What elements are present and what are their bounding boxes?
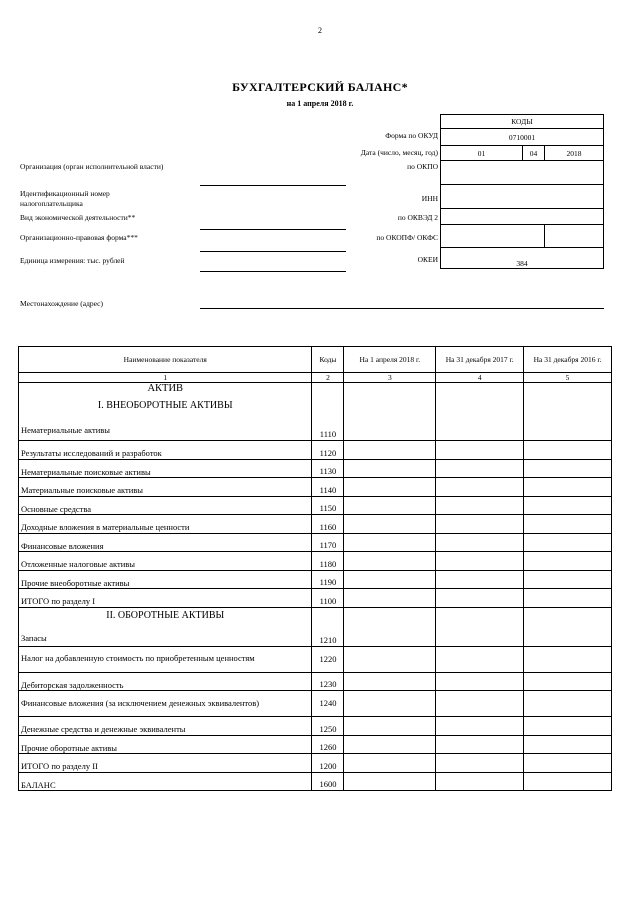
header-col3: На 1 апреля 2018 г. (344, 347, 436, 373)
value-cell[interactable] (344, 672, 436, 691)
row-name: Нематериальные активы (21, 425, 110, 435)
value-cell[interactable] (524, 691, 612, 717)
org-label: Организация (орган исполнительной власти) (20, 162, 164, 171)
row-name: БАЛАНС (19, 772, 312, 791)
value-cell[interactable] (524, 533, 612, 552)
row-code: 1110 (312, 383, 344, 441)
value-cell[interactable] (524, 754, 612, 773)
value-cell[interactable] (344, 754, 436, 773)
row-code: 1250 (312, 717, 344, 736)
row-code: 1190 (312, 570, 344, 589)
date-label: Дата (число, месяц, год) (360, 148, 438, 157)
unit-line[interactable] (200, 271, 346, 272)
okopf-label: по ОКОПФ/ ОКФС (376, 233, 438, 242)
row-name: Прочие оборотные активы (19, 735, 312, 754)
header-col5: На 31 декабря 2016 г. (524, 347, 612, 373)
row-code: 1150 (312, 496, 344, 515)
row-code: 1120 (312, 441, 344, 460)
value-cell[interactable] (436, 383, 524, 441)
value-cell[interactable] (524, 672, 612, 691)
section-1-header-cell (19, 383, 312, 441)
value-cell[interactable] (524, 589, 612, 608)
row-name: Отложенные налоговые активы (19, 552, 312, 571)
value-cell[interactable] (524, 607, 612, 646)
value-cell[interactable] (344, 441, 436, 460)
value-cell[interactable] (436, 607, 524, 646)
date-day[interactable]: 01 (441, 146, 523, 161)
value-cell[interactable] (436, 533, 524, 552)
value-cell[interactable] (344, 570, 436, 589)
value-cell[interactable] (344, 383, 436, 441)
inn-code-label: ИНН (421, 194, 438, 203)
inn-label-2: налогоплательщика (20, 199, 83, 208)
row-name: Нематериальные поисковые активы (19, 459, 312, 478)
header-name: Наименование показателя (19, 347, 312, 373)
col-number: 5 (524, 373, 612, 383)
okei-label: ОКЕИ (417, 255, 438, 264)
value-cell[interactable] (436, 691, 524, 717)
codes-header: КОДЫ (441, 115, 604, 129)
value-cell[interactable] (344, 717, 436, 736)
row-code: 1200 (312, 754, 344, 773)
row-name: Материальные поисковые активы (19, 478, 312, 497)
value-cell[interactable] (524, 570, 612, 589)
row-name: Доходные вложения в материальные ценности (19, 515, 312, 534)
okved-label: по ОКВЭД 2 (397, 213, 438, 222)
page-number: 2 (318, 26, 322, 35)
value-cell[interactable] (524, 717, 612, 736)
document-title: БУХГАЛТЕРСКИЙ БАЛАНС* (232, 80, 408, 94)
row-code: 1160 (312, 515, 344, 534)
value-cell[interactable] (524, 515, 612, 534)
section-2-header-cell (19, 607, 312, 646)
row-code: 1230 (312, 672, 344, 691)
value-cell[interactable] (344, 515, 436, 534)
value-cell[interactable] (344, 646, 436, 672)
legal-form-line[interactable] (200, 251, 346, 252)
date-year[interactable]: 2018 (545, 146, 604, 161)
value-cell[interactable] (436, 735, 524, 754)
value-cell[interactable] (436, 459, 524, 478)
value-cell[interactable] (344, 552, 436, 571)
row-code: 1220 (312, 646, 344, 672)
value-cell[interactable] (436, 515, 524, 534)
value-cell[interactable] (344, 459, 436, 478)
value-cell[interactable] (436, 441, 524, 460)
value-cell[interactable] (524, 383, 612, 441)
row-code: 1600 (312, 772, 344, 791)
row-name: ИТОГО по разделу II (19, 754, 312, 773)
address-label: Местонахождение (адрес) (20, 299, 104, 308)
value-cell[interactable] (344, 607, 436, 646)
value-cell[interactable] (436, 478, 524, 497)
row-name: Финансовые вложения (за исключением денежных эквивалентов) (19, 691, 312, 717)
header-code: Коды (312, 347, 344, 373)
row-code: 1210 (312, 607, 344, 646)
okved-value[interactable] (441, 209, 604, 225)
row-name: Результаты исследований и разработок (19, 441, 312, 460)
activity-line[interactable] (200, 229, 346, 230)
col-number: 3 (344, 373, 436, 383)
col-number: 1 (19, 373, 312, 383)
document-date: на 1 апреля 2018 г. (286, 99, 354, 108)
legal-form-label: Организационно-правовая форма*** (20, 233, 138, 242)
codes-box (440, 114, 604, 269)
value-cell[interactable] (344, 533, 436, 552)
value-cell[interactable] (524, 459, 612, 478)
value-cell[interactable] (344, 691, 436, 717)
okud-value[interactable]: 0710001 (441, 129, 604, 146)
activity-label: Вид экономической деятельности** (20, 213, 136, 222)
okei-value[interactable]: 384 (441, 248, 604, 269)
balance-table (18, 346, 612, 791)
section-2-body (19, 607, 612, 791)
row-code: 1140 (312, 478, 344, 497)
okud-label: Форма по ОКУД (385, 131, 438, 140)
value-cell[interactable] (436, 754, 524, 773)
okopf-value[interactable] (441, 225, 545, 248)
section-2-heading: II. ОБОРОТНЫЕ АКТИВЫ (106, 609, 225, 621)
value-cell[interactable] (344, 478, 436, 497)
value-cell[interactable] (524, 552, 612, 571)
unit-label: Единица измерения: тыс. рублей (20, 256, 125, 265)
row-name: Денежные средства и денежные эквиваленты (19, 717, 312, 736)
value-cell[interactable] (436, 589, 524, 608)
value-cell[interactable] (344, 772, 436, 791)
value-cell[interactable] (344, 735, 436, 754)
value-cell[interactable] (524, 735, 612, 754)
org-line[interactable] (200, 185, 346, 186)
row-code: 1100 (312, 589, 344, 608)
value-cell[interactable] (524, 496, 612, 515)
col-number: 4 (436, 373, 524, 383)
value-cell[interactable] (344, 496, 436, 515)
row-code: 1240 (312, 691, 344, 717)
okpo-value[interactable] (441, 161, 604, 185)
date-month[interactable]: 04 (523, 146, 545, 161)
row-name: Запасы (21, 632, 47, 643)
value-cell[interactable] (436, 717, 524, 736)
value-cell[interactable] (436, 672, 524, 691)
section-1-body (19, 383, 612, 608)
value-cell[interactable] (436, 570, 524, 589)
value-cell[interactable] (436, 552, 524, 571)
inn-value[interactable] (441, 185, 604, 209)
row-name: Налог на добавленную стоимость по приобретенным ценностям (19, 646, 312, 672)
value-cell[interactable] (524, 441, 612, 460)
row-name: Прочие внеоборотные активы (19, 570, 312, 589)
row-code: 1170 (312, 533, 344, 552)
address-line[interactable] (200, 308, 604, 309)
row-code: 1260 (312, 735, 344, 754)
row-name: Дебиторская задолженность (19, 672, 312, 691)
inn-label-1: Идентификационный номер (20, 189, 110, 198)
row-name: Финансовые вложения (19, 533, 312, 552)
col-number: 2 (312, 373, 344, 383)
aktiv-heading: АКТИВ (147, 383, 184, 394)
okfs-value[interactable] (545, 225, 604, 248)
row-name: ИТОГО по разделу I (19, 589, 312, 608)
header-col4: На 31 декабря 2017 г. (436, 347, 524, 373)
row-code: 1180 (312, 552, 344, 571)
value-cell[interactable] (436, 496, 524, 515)
row-code: 1130 (312, 459, 344, 478)
value-cell[interactable] (524, 772, 612, 791)
okpo-label: по ОКПО (407, 162, 438, 171)
value-cell[interactable] (436, 646, 524, 672)
value-cell[interactable] (524, 478, 612, 497)
row-name: Основные средства (19, 496, 312, 515)
value-cell[interactable] (436, 772, 524, 791)
value-cell[interactable] (524, 646, 612, 672)
section-1-heading: I. ВНЕОБОРОТНЫЕ АКТИВЫ (97, 400, 233, 411)
value-cell[interactable] (344, 589, 436, 608)
